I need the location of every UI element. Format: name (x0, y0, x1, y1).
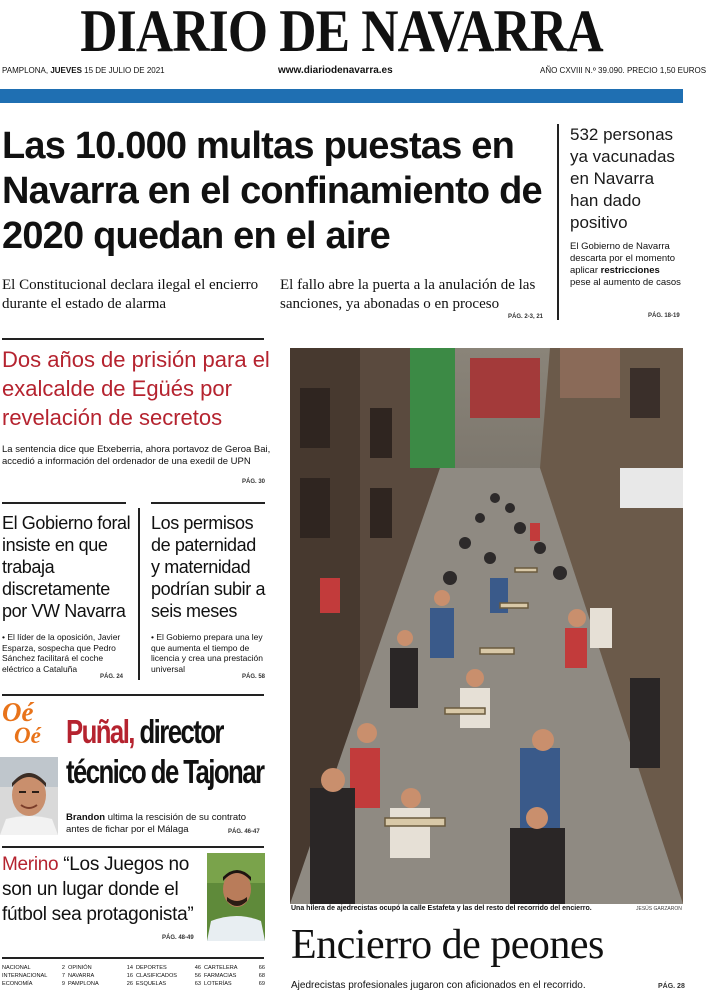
photo-page-ref: PÁG. 28 (658, 983, 685, 990)
index-page[interactable]: 63 (194, 981, 201, 987)
dateline-place: PAMPLONA, (2, 66, 49, 75)
merino-photo (207, 853, 265, 941)
egues-page-ref: PÁG. 30 (242, 479, 266, 485)
puñal-page-ref: PÁG. 46-47 (228, 829, 260, 835)
website-link[interactable]: www.diariodenavarra.es (278, 65, 393, 76)
lead-sub-right: El fallo abre la puerta a la anulación de las sanciones, ya abonadas o en proceso (280, 277, 536, 312)
permisos-page-ref: PÁG. 58 (242, 674, 266, 680)
vw-page-ref: PÁG. 24 (100, 674, 124, 680)
index-page[interactable]: 69 (258, 981, 265, 987)
photo-credit: JESÚS GARZARON (636, 906, 682, 912)
dateline-left (2, 66, 165, 75)
rule (151, 502, 265, 504)
merino-name: Merino (2, 854, 59, 875)
index-section[interactable]: INTERNACIONAL (2, 973, 48, 979)
rule (2, 846, 264, 848)
brandon-name: Brandon (66, 812, 106, 823)
index-section[interactable]: FARMACIAS (204, 973, 237, 979)
index-section[interactable]: CLASIFICADOS (136, 973, 178, 979)
photo-caption: Una hilera de ajedrecistas ocupó la calle Estafeta y las del resto del recorrido del encierro. (291, 905, 592, 912)
lead-page-ref: PÁG. 2-3, 21 (508, 314, 544, 320)
egues-headline[interactable]: Dos años de prisión para el exalcalde de Egüés por revelación de secretos (2, 347, 270, 430)
permisos-headline[interactable]: Los permisos de paternidad y maternidad podrían subir a seis meses (151, 513, 266, 621)
rule (2, 338, 264, 340)
section-index (2, 964, 270, 988)
divider (138, 508, 140, 680)
index-page[interactable]: 56 (194, 973, 201, 979)
merino-page-ref: PÁG. 48-49 (162, 935, 194, 941)
oe-logo-line1: Oé (2, 697, 34, 727)
index-section[interactable]: PAMPLONA (68, 981, 99, 987)
photo-sub: Ajedrecistas profesionales jugaron con aficionados en el recorrido. (291, 980, 586, 991)
puñal-headline[interactable] (66, 712, 269, 792)
index-section[interactable]: ESQUELAS (136, 981, 167, 987)
index-section[interactable]: CARTELERA (204, 965, 238, 971)
masthead: DIARIO DE NAVARRA (80, 0, 603, 64)
blue-band (0, 89, 683, 103)
merino-quote: “Los Juegos no son un lugar donde el fútbol sea protagonista” (2, 854, 194, 925)
chess-street-photo (290, 348, 683, 904)
oe-logo (2, 697, 50, 756)
rule (2, 502, 126, 504)
index-page[interactable]: 14 (126, 965, 133, 971)
index-section[interactable]: DEPORTES (136, 965, 167, 971)
index-page[interactable]: 2 (61, 965, 65, 971)
index-page[interactable]: 46 (194, 965, 201, 971)
side-headline[interactable]: 532 personas ya vacunadas en Navarra han dado positivo (570, 125, 675, 232)
index-section[interactable]: OPINIÓN (68, 965, 92, 971)
index-page[interactable]: 68 (258, 973, 265, 979)
index-section[interactable]: LOTERÍAS (204, 981, 232, 987)
puñal-photo (0, 757, 58, 835)
egues-text: La sentencia dice que Etxeberria, ahora portavoz de Geroa Bai, accedió a información del ordenador de una exedil de UPN (2, 444, 271, 467)
side-text (570, 241, 682, 289)
side-page-ref: PÁG. 18-19 (648, 313, 680, 319)
index-section[interactable]: NACIONAL (2, 965, 31, 971)
puñal-name: Puñal, (66, 713, 134, 750)
lead-headline[interactable]: Las 10.000 multas puestas en Navarra en el confinamiento de 2020 quedan en el aire (2, 125, 542, 257)
permisos-bullet: • El Gobierno prepara una ley que aumenta el tiempo de licencia y crea una prestación universal (151, 632, 263, 674)
side-text-a: El Gobierno de Navarra descarta por el momento aplicar (570, 241, 676, 276)
dateline-date: 15 DE JULIO DE 2021 (84, 66, 165, 75)
photo-headline[interactable]: Encierro de peones (291, 922, 604, 968)
oe-logo-line2: Oé (14, 723, 41, 748)
vw-bullet: • El líder de la oposición, Javier Esparza, sospecha que Pedro Sánchez facilitará el coche eléctrico a Cataluña (2, 632, 121, 674)
index-page[interactable]: 16 (126, 973, 133, 979)
merino-headline[interactable] (2, 852, 200, 927)
dateline-weekday: JUEVES (50, 66, 82, 75)
index-page[interactable]: 26 (126, 981, 133, 987)
index-page[interactable]: 66 (258, 965, 265, 971)
index-section[interactable]: ECONOMÍA (2, 981, 33, 987)
index-page[interactable]: 7 (61, 973, 65, 979)
issue-info: AÑO CXVIII N.º 39.090. PRECIO 1,50 EUROS (540, 66, 706, 75)
puñal-headline-rest: director técnico de Tajonar (66, 713, 264, 790)
rule (2, 957, 264, 959)
rule (2, 694, 264, 696)
index-grid (2, 964, 270, 988)
index-page[interactable]: 9 (61, 981, 65, 987)
vw-headline[interactable]: El Gobierno foral insiste en que trabaja discretamente por VW Navarra (2, 513, 131, 621)
brandon-rest: ultima la rescisión de su contrato antes de fichar por el Málaga (66, 812, 247, 835)
lead-sub-left: El Constitucional declara ilegal el encierro durante el estado de alarma (2, 277, 259, 312)
index-section[interactable]: NAVARRA (68, 973, 95, 979)
divider (557, 124, 559, 320)
side-text-bold: restricciones (600, 265, 660, 276)
side-text-b: pese al aumento de casos (570, 277, 681, 288)
